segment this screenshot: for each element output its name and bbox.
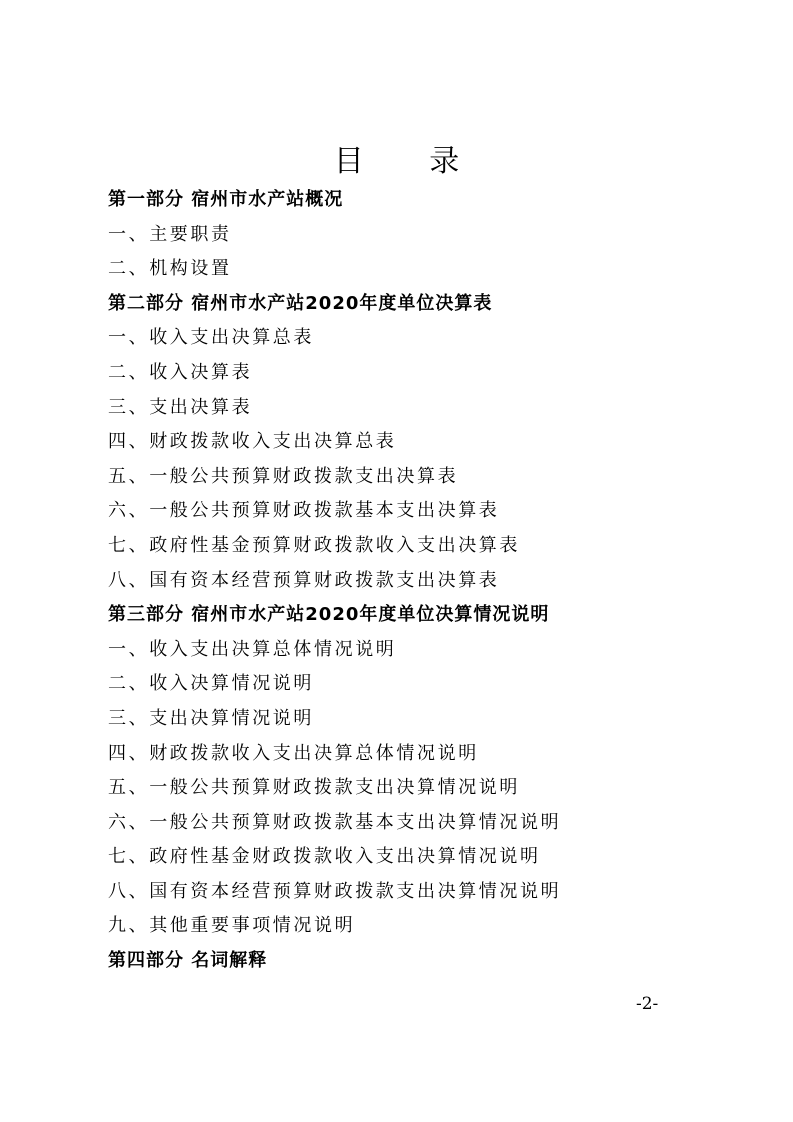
- page-title: 目 录: [333, 144, 488, 179]
- toc-item: 六、一般公共预算财政拨款基本支出决算表: [108, 500, 500, 522]
- toc-item: 二、收入决算表: [108, 361, 253, 383]
- toc-item: 七、政府性基金财政拨款收入支出决算情况说明: [108, 846, 541, 868]
- toc-item: 三、支出决算表: [108, 396, 253, 418]
- toc-item: 一、收入支出决算总体情况说明: [108, 638, 397, 660]
- toc-item: 八、国有资本经营预算财政拨款支出决算表: [108, 569, 500, 591]
- toc-item: 三、支出决算情况说明: [108, 707, 314, 729]
- toc-item: 一、主要职责: [108, 223, 232, 245]
- toc-item: 二、收入决算情况说明: [108, 673, 314, 695]
- toc-item: 四、财政拨款收入支出决算总体情况说明: [108, 742, 479, 764]
- toc-section-heading: 第一部分 宿州市水产站概况: [108, 189, 344, 210]
- toc-item: 九、其他重要事项情况说明: [108, 915, 356, 937]
- toc-item: 六、一般公共预算财政拨款基本支出决算情况说明: [108, 811, 562, 833]
- toc-section-heading: 第三部分 宿州市水产站2020年度单位决算情况说明: [108, 604, 550, 626]
- toc-item: 二、机构设置: [108, 258, 232, 280]
- toc-item: 一、收入支出决算总表: [108, 327, 314, 349]
- toc-item: 四、财政拨款收入支出决算总表: [108, 431, 397, 453]
- toc-item: 五、一般公共预算财政拨款支出决算情况说明: [108, 777, 520, 799]
- toc-section-heading: 第二部分 宿州市水产站2020年度单位决算表: [108, 292, 493, 314]
- page-number: -2-: [636, 994, 659, 1014]
- toc-section-heading: 第四部分 名词解释: [108, 950, 268, 972]
- table-of-contents: [108, 183, 748, 979]
- toc-item: 八、国有资本经营预算财政拨款支出决算情况说明: [108, 880, 562, 902]
- toc-item: 五、一般公共预算财政拨款支出决算表: [108, 465, 459, 487]
- toc-item: 七、政府性基金预算财政拨款收入支出决算表: [108, 534, 520, 556]
